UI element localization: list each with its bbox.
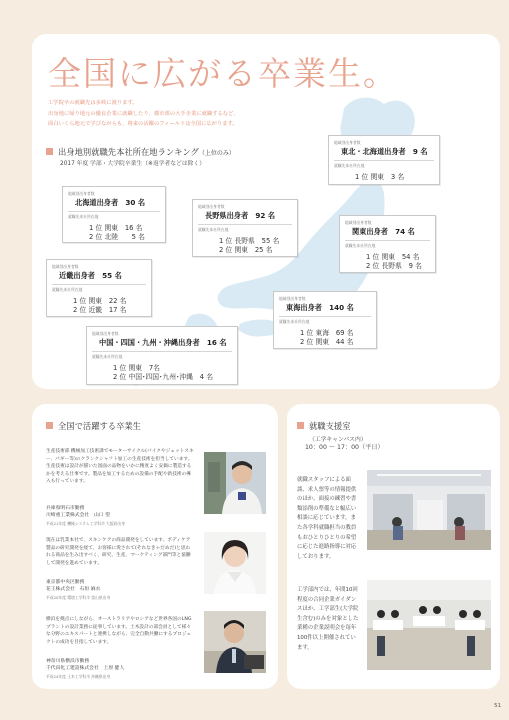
card-region: 中国・四国・九州・沖縄出身者 16 名 [99,338,227,347]
card-rank-label: 就職先本社所在地 [52,287,83,292]
card-rank-label: 就職先本社所在地 [68,214,99,219]
story-company: 神奈川県横浜市勤務 千代田化工建設株式会社 上原 健人 [46,659,125,671]
square-bullet-icon [297,422,304,429]
card-rank-2: 2 位 中国･四国･九州･沖縄 4 名 [113,373,214,381]
story-year: 平成24年度 土木工学科卒 沖縄県出身 [46,674,111,679]
story-company: 兵庫県明石市勤務 川崎重工業株式会社 山口 望 [46,506,110,518]
ranking-heading-text: 出身地別就職先本社所在地ランキング [58,147,199,157]
card-kinki [46,259,152,317]
card-rank-label: 就職先本社所在地 [198,227,229,232]
alumni-photo-image [204,532,266,594]
square-bullet-icon [46,422,53,429]
intro-line: 出身地に帰り地元の優良企業に就職したり、都市部の大手企業に就職するなど、 [48,110,239,117]
career-support-panel [287,404,500,689]
card-rank-label: 就職先本社所在地 [279,319,310,324]
card-region: 東北・北海道出身者 9 名 [341,147,428,156]
support-photo-image [367,470,491,550]
card-rank-1: 1 位 東海 69 名 [300,329,354,337]
alumni-story-3 [46,616,194,686]
support-photo-2 [367,580,491,670]
support-text-2: 工学部内では、年間10回程度の合同企業ガイダンスほか、工学部生(大学院生含む)のみを対象とした業種の企業説明会を毎年100件以上開催されています。 [297,587,359,651]
ranking-subheading: 2017 年度 学部・大学院卒業生（※返学者などは除く） [60,161,206,167]
card-rank-label: 就職先本社所在地 [92,354,123,359]
alumni-panel [32,404,278,689]
page-number: 51 [494,703,501,709]
alumni-photo-image [204,611,266,673]
card-rank-1: 1 位 関東 7名 [113,364,160,372]
card-rank-2: 2 位 関東 25 名 [219,246,273,254]
support-hours: 10：00 ～ 17：00（平日） [305,444,384,451]
intro-text [48,98,318,130]
story-year: 平成21年度 機械システム工学科卒 大阪府出身 [46,521,126,526]
support-photo-image [367,580,491,670]
alumni-heading-text: 全国で活躍する卒業生 [58,421,141,431]
intro-line: 工学院卒の就職先は多岐に渡ります。 [48,100,138,106]
card-rank-1: 1 位 関東 54 名 [366,253,420,261]
card-header: 地域別出身者数 [334,140,361,145]
alumni-heading [46,420,141,432]
story-text: 横浜を拠点にしながら、オーストラリアやロシアなど世界各国のLNGプラントの設計業務に従事しています。土木設計の部会員として様々な分野のエキスパートと連携しながら、完全自動共働にするプロジェクトの成功を目指しています。 [46,617,192,645]
card-region: 近畿出身者 55 名 [59,271,122,280]
card-divider [279,316,371,317]
card-tokai [273,291,377,349]
support-heading [297,420,351,432]
card-kanto [339,215,436,273]
card-nagano [192,199,298,257]
card-region: 関東出身者 74 名 [352,227,415,236]
card-rank-1: 1 位 関東 3 名 [355,173,405,181]
card-header: 地域別出身者数 [198,204,225,209]
card-rank-label: 就職先本社所在地 [334,163,365,168]
ranking-heading-note: （上位のみ） [198,150,235,157]
card-header: 地域別出身者数 [279,296,306,301]
ranking-heading [46,146,235,158]
support-text-1: 就職スタッフによる面談、求人票等の情報提供のほか、面接の練習や書類添削の準備なと幅広い相談に応じています。また各学科就職担当の教員もおひとりひとりの希望に応じた進路指導に対応しております。 [297,477,357,560]
alumni-photo-3 [204,611,266,673]
card-divider [198,224,292,225]
alumni-photo-image [204,452,266,514]
support-subheading: （工学キャンパス内） [309,437,367,443]
card-rank-2: 2 位 北陸 5 名 [89,233,145,241]
card-divider [68,211,160,212]
story-text: 現在は乳業本社で、スキンケアの商品開発をしています。ポディケア製品の研究開発を経て、お客様に愛されて(それなきゃだめだ)と思われる商品を生み出すべく、研究、生産、マーケティング部門等と協働して開発を進めています。 [46,538,191,566]
support-heading-text: 就職支援室 [309,421,351,431]
card-tohoku [328,135,440,185]
card-divider [52,284,146,285]
card-divider [92,351,232,352]
card-header: 地域別出身者数 [68,191,95,196]
card-rank-1: 1 位 関東 22 名 [73,297,127,305]
card-region: 北海道出身者 30 名 [75,198,146,207]
card-divider [345,240,430,241]
card-divider [334,160,434,161]
card-rank-1: 1 位 長野県 55 名 [219,237,280,245]
alumni-photo-2 [204,532,266,594]
card-chugoku-shikoku-kyushu-okinawa [86,326,238,385]
card-rank-2: 2 位 関東 44 名 [300,338,354,346]
card-region: 東海出身者 140 名 [286,303,354,312]
story-company: 東京都中央区勤務 花王株式会社 石垣 麻衣 [46,580,101,592]
card-header: 地域別出身者数 [52,264,79,269]
page-title: 全国に広がる卒業生。 [48,54,398,93]
story-text: 生産技術部 機械加工技術課でモーターサイクル(バイクやジェットスキー、バギー等)のクランクシャフト加工の生産技術を担当しています。生産技術は設計が描いた図面の品物をいかに精度よく安価に製造するかを考える仕事です。製品を加工するための設備の手配や新技術の導入も行っています。 [46,449,194,485]
alumni-photo-1 [204,452,266,514]
support-photo-1 [367,470,491,550]
card-rank-label: 就職先本社所在地 [345,243,376,248]
alumni-story-1 [46,448,194,528]
alumni-story-2 [46,537,194,607]
card-rank-2: 2 位 長野県 9 名 [366,262,422,270]
card-region: 長野県出身者 92 名 [205,211,276,220]
ranking-panel [32,34,500,389]
intro-line: 面白いくら地元で学びながらも、将来の活躍のフィールドは全国に広がります。 [48,121,238,127]
card-hokkaido [62,186,166,243]
card-header: 地域別出身者数 [92,331,119,336]
square-bullet-icon [46,148,53,155]
card-rank-1: 1 位 関東 16 名 [89,224,143,232]
card-rank-2: 2 位 近畿 17 名 [73,306,127,314]
story-year: 平成20年度 環境工学科卒 富山県出身 [46,595,111,600]
card-header: 地域別出身者数 [345,220,372,225]
